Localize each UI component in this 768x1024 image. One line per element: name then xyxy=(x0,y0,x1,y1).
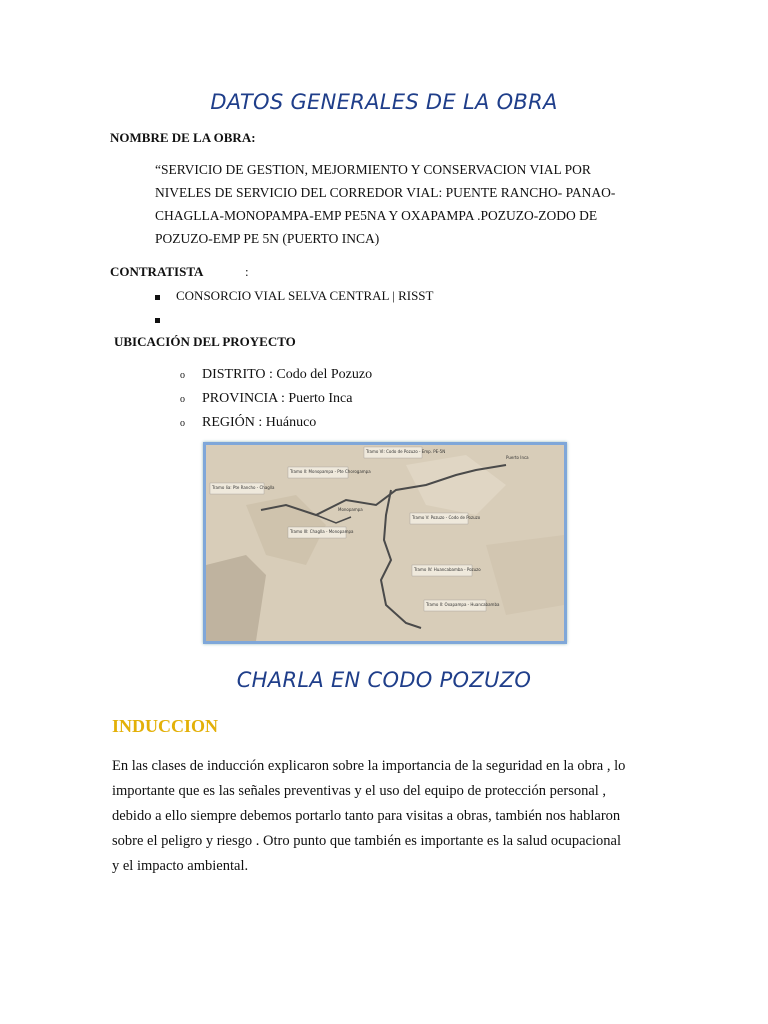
paragraph-line: y el impacto ambiental. xyxy=(112,858,249,874)
list-item xyxy=(180,391,353,407)
circle-bullet-icon: o xyxy=(180,394,185,405)
route-map-image xyxy=(203,442,567,644)
square-bullet-icon xyxy=(155,318,160,323)
map-label: Puerto Inca xyxy=(506,455,529,460)
contratista-label: CONTRATISTA xyxy=(110,264,204,279)
obra-line: “SERVICIO DE GESTION, MEJORMIENTO Y CONSERVACION VIAL POR xyxy=(155,162,591,177)
contratista-name: CONSORCIO VIAL SELVA CENTRAL | RISST xyxy=(176,288,434,303)
list-item xyxy=(155,311,176,327)
map-label: Tramo III: Chaglla - Monopampa xyxy=(290,529,354,534)
contratista-colon: : xyxy=(245,264,249,279)
obra-line: CHAGLLA-MONOPAMPA-EMP PE5NA Y OXAPAMPA .POZUZO-ZODO DE xyxy=(155,208,598,223)
paragraph-line: En las clases de inducción explicaron sobre la importancia de la seguridad en la obra , lo xyxy=(112,758,626,774)
induccion-heading: INDUCCION xyxy=(112,716,219,736)
obra-label: NOMBRE DE LA OBRA: xyxy=(110,130,256,145)
list-item xyxy=(180,367,372,383)
map-label: Tramo II: Monopampa - Pte Chorogampa xyxy=(290,469,371,474)
list-item xyxy=(155,288,433,304)
distrito-text: DISTRITO : Codo del Pozuzo xyxy=(202,367,373,382)
circle-bullet-icon: o xyxy=(180,418,185,429)
paragraph-line: importante que es las señales preventivas y el uso del equipo de protección personal , xyxy=(112,783,607,799)
paragraph-line: debido a ello siempre debemos portarlo tanto para visitas a obras, también nos hablaron xyxy=(112,808,621,824)
provincia-text: PROVINCIA : Puerto Inca xyxy=(202,391,353,406)
map-label: Tramo Iia: Pte Rancho - Chaglla xyxy=(212,485,275,490)
obra-line: POZUZO-EMP PE 5N (PUERTO INCA) xyxy=(155,231,380,246)
circle-bullet-icon: o xyxy=(180,370,185,381)
map-label: Tramo IV: Huancabamba - Pozuzo xyxy=(414,567,481,572)
obra-line: NIVELES DE SERVICIO DEL CORREDOR VIAL: PUENTE RANCHO- PANAO- xyxy=(155,185,616,200)
obra-description xyxy=(155,158,615,250)
induccion-paragraph xyxy=(112,754,672,879)
map-label: Tramo VI: Codo de Pozuzo - Emp. PE-5N xyxy=(366,449,446,454)
region-text: REGIÓN : Huánuco xyxy=(202,415,317,430)
route-map xyxy=(206,445,564,641)
map-region xyxy=(206,555,266,641)
list-item xyxy=(180,415,316,431)
section-title: CHARLA EN CODO POZUZO xyxy=(236,668,532,692)
page-title: DATOS GENERALES DE LA OBRA xyxy=(210,90,558,114)
ubicacion-label: UBICACIÓN DEL PROYECTO xyxy=(114,334,296,349)
map-label: Tramo II: Oxapampa - Huancabamba xyxy=(426,602,500,607)
map-label: Monopampa xyxy=(338,507,363,512)
square-bullet-icon xyxy=(155,295,160,300)
paragraph-line: sobre el peligro y riesgo . Otro punto que también es importante es la salud ocupacional xyxy=(112,833,621,849)
map-label: Tramo V: Pozuzo - Codo de Pozuzo xyxy=(412,515,481,520)
